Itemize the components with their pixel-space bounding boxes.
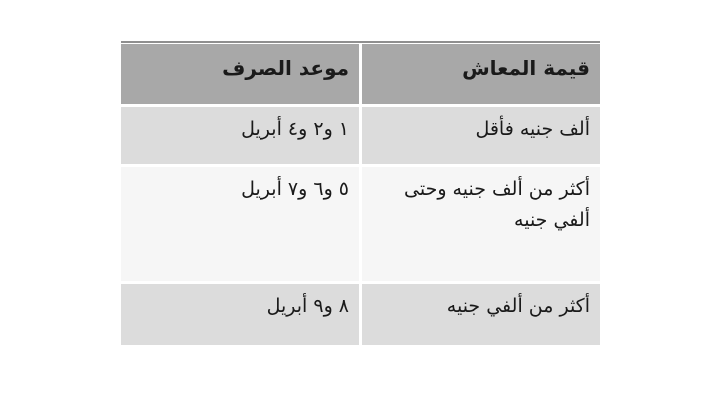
row1-cell-date: ١ و٢ و٤ أبريل — [121, 107, 359, 164]
row3-cell-pension-value: أكثر من ألفي جنيه — [362, 284, 600, 345]
header-cell-pension-value: قيمة المعاش — [362, 44, 600, 104]
table-grid — [121, 44, 600, 345]
header-cell-disbursement-date: موعد الصرف — [121, 44, 359, 104]
row2-cell-date: ٥ و٦ و٧ أبريل — [121, 167, 359, 281]
row3-cell-date: ٨ و٩ أبريل — [121, 284, 359, 345]
pension-dates-table — [121, 41, 600, 345]
row2-cell-pension-value: أكثر من ألف جنيه وحتى ألفي جنيه — [362, 167, 600, 281]
row1-cell-pension-value: ألف جنيه فأقل — [362, 107, 600, 164]
table-top-border — [121, 41, 600, 43]
